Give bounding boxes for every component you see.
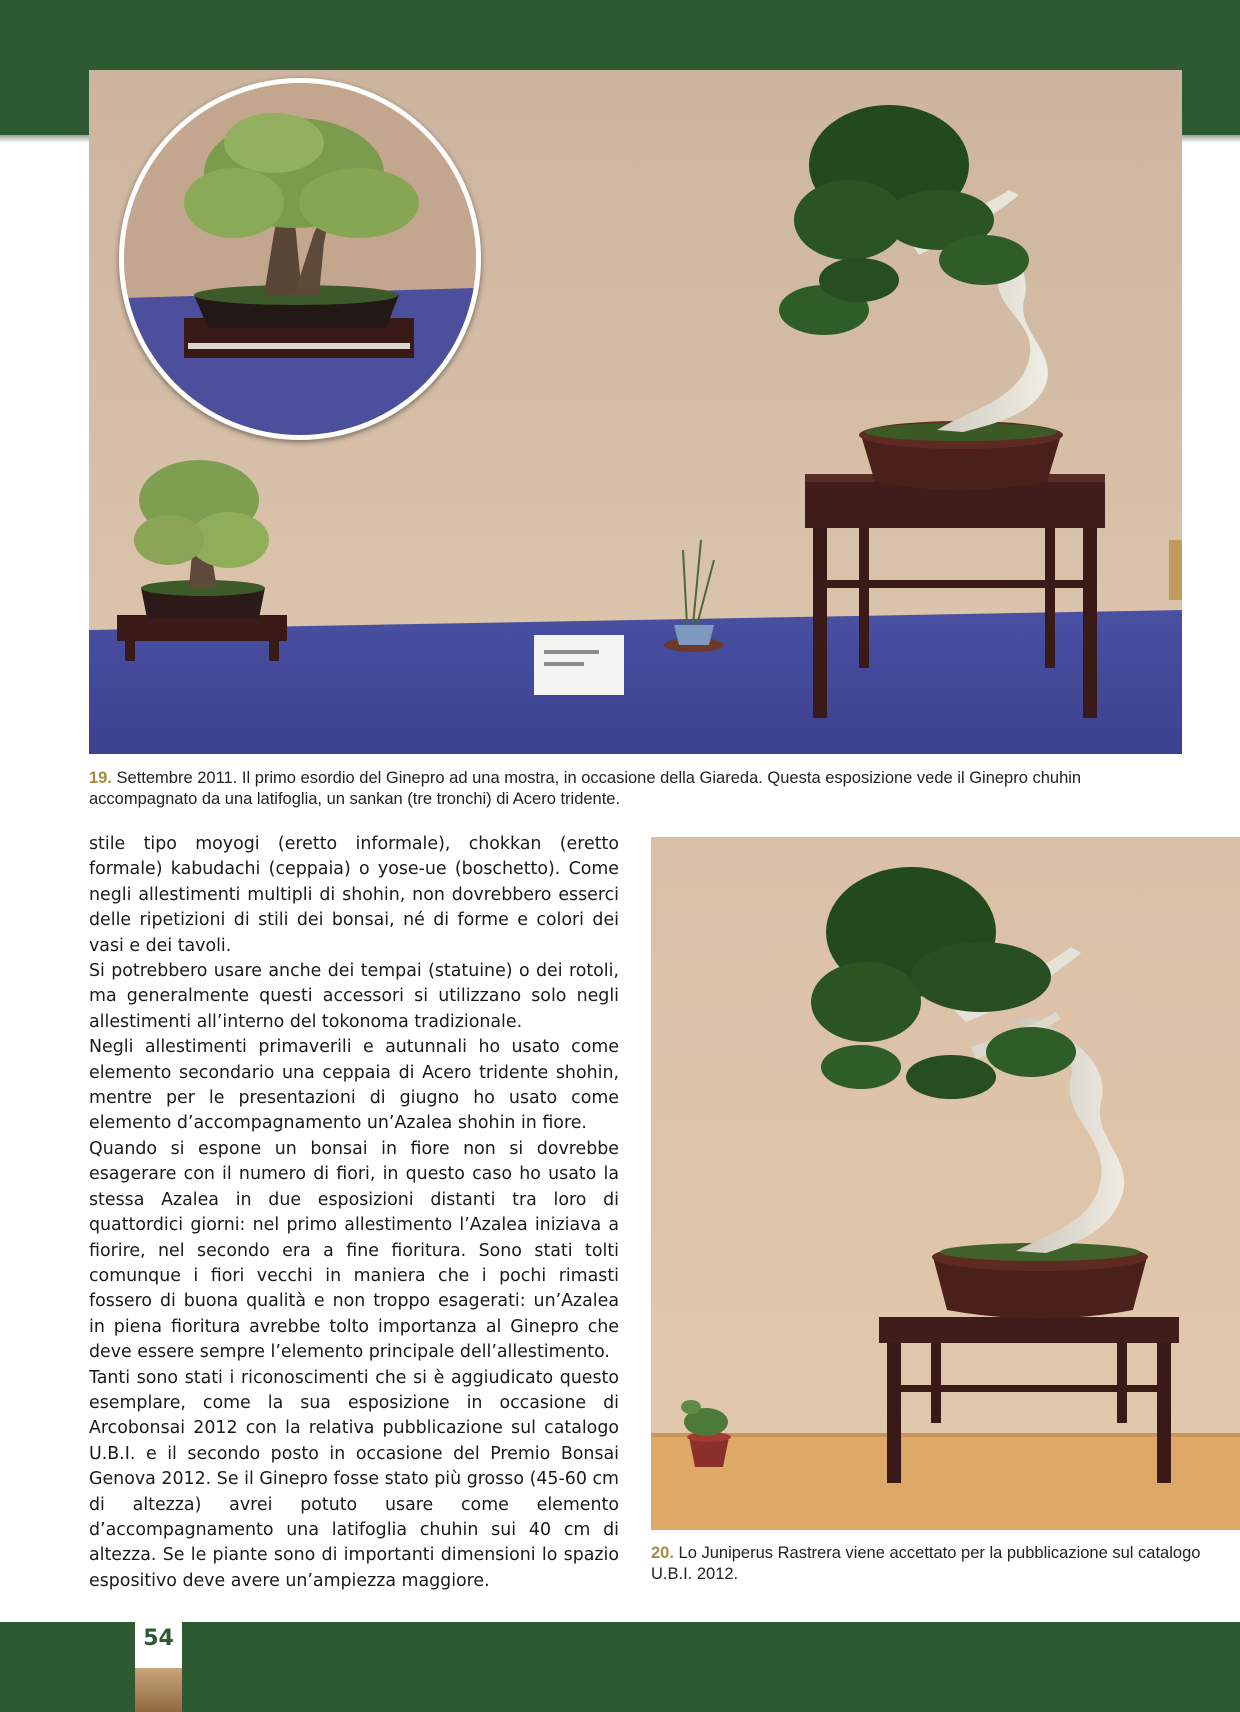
page-tab-decoration [135,1668,182,1712]
figure-19-text: Settembre 2011. Il primo esordio del Ginepro ad una mostra, in occasione della Giareda. Questa esposizione vede il Ginepro chuhin accompagnato da una latifoglia, un sankan (tre tronchi) di Acero tridente. [89,769,1082,808]
article-paragraph: Negli allestimenti primaverili e autunnali ho usato come elemento secondario una ceppaia di Acero tridente shohin, mentre per le presentazioni di giugno ho usato come elemento d’accompagnamento un’Azalea shohin in fiore. [89,1037,619,1134]
inset-maple-photo [119,78,481,440]
figure-19-number: 19. [89,769,112,787]
figure-20-text: Lo Juniperus Rastrera viene accettato per la pubblicazione sul catalogo U.B.I. 2012. [651,1544,1201,1583]
article-paragraph: Si potrebbero usare anche dei tempai (statuine) o dei rotoli, ma generalmente questi accessori si utilizzano solo negli allestimenti all’interno del tokonoma tradizionale. [89,961,619,1032]
page-number: 54 [143,1626,174,1651]
photo-juniper-ubi-2012 [651,837,1240,1530]
article-paragraph: stile tipo moyogi (eretto informale), chokkan (eretto formale) kabudachi (ceppaia) o yose-ue (boschetto). Come negli allestimenti multipli di shohin, non dovrebbero esserci delle ripetizioni di stili dei bonsai, né di forme e colori dei vasi e dei tavoli. [89,834,619,956]
figure-20-caption [651,1543,1211,1585]
article-paragraph: Quando si espone un bonsai in fiore non si dovrebbe esagerare con il numero di fiori, in questo caso ho usato la stessa Azalea in due esposizioni distanti tra loro di quattordici giorni: nel primo allestimento l’Azalea iniziava a fiorire, nel secondo era a fine fioritura. Sono stati tolti comunque i fiori vecchi in maniera che i pochi rimasti fossero di buona qualità e non troppo esagerati: un’Azalea in piena fioritura avrebbe tolto importanza al Ginepro che deve essere sempre l’elemento principale dell’allestimento. [89,1138,619,1363]
footer-band [0,1622,1240,1712]
figure-20-number: 20. [651,1544,674,1562]
article-paragraph: Tanti sono stati i riconoscimenti che si è aggiudicato questo esemplare, come la sua esposizione in occasione di Arcobonsai 2012 con la relativa pubblicazione sul catalogo U.B.I. e il secondo posto in occasione del Premio Bonsai Genova 2012. Se il Ginepro fosse stato più grosso (45-60 cm di altezza) avrei potuto usare come elemento d’accompagnamento una latifoglia chuhin sui 40 cm di altezza. Se le piante sono di importanti dimensioni lo spazio espositivo deve avere un’ampiezza maggiore. [89,1367,619,1591]
figure-19-caption [89,768,1189,810]
article-body [89,832,619,1594]
